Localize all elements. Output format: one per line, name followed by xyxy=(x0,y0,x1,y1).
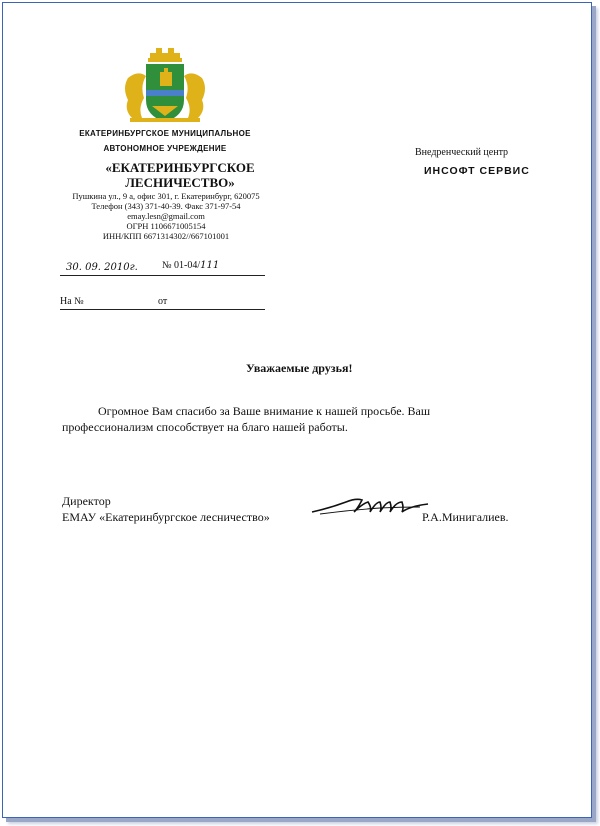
org-type-line-2: АВТОНОМНОЕ УЧРЕЖДЕНИЕ xyxy=(103,144,227,153)
org-type-line-1: ЕКАТЕРИНБУРГСКОЕ МУНИЦИПАЛЬНОЕ xyxy=(79,129,251,138)
org-name-line-2: ЛЕСНИЧЕСТВО» xyxy=(125,175,235,190)
outgoing-number-prefix: № 01-04/ xyxy=(162,260,201,271)
org-name-line-1: «ЕКАТЕРИНБУРГСКОЕ xyxy=(105,160,255,175)
recipient-line-2: ИНСОФТ СЕРВИС xyxy=(424,165,530,177)
handwritten-signature xyxy=(310,490,430,520)
reply-number-label: На № xyxy=(60,296,84,307)
address: Пушкина ул., 9 а, офис 301, г. Екатеринбург, 620075 xyxy=(72,191,260,201)
signatory-name: Р.А.Минигалиев. xyxy=(422,510,509,524)
coat-of-arms-emblem xyxy=(120,48,210,124)
body-line-2: профессионализм способствует на благо нашей работы. xyxy=(62,420,348,434)
email: emay.lesn@gmail.com xyxy=(127,211,205,221)
reply-from-label: от xyxy=(158,296,168,307)
inn-kpp: ИНН/КПП 6671314302//667101001 xyxy=(102,231,230,241)
ogrn: ОГРН 1106671005154 xyxy=(126,221,206,231)
date-number-rule xyxy=(60,275,265,276)
outgoing-number xyxy=(162,260,219,271)
outgoing-number-handwritten: 111 xyxy=(200,260,220,271)
recipient-line-1: Внедренческий центр xyxy=(415,147,509,158)
body-line-1: Огромное Вам спасибо за Ваше внимание к нашей просьбе. Ваш xyxy=(98,404,431,418)
signatory-title-2: ЕМАУ «Екатеринбургское лесничество» xyxy=(62,510,270,524)
letter-date: 30. 09. 2010г. xyxy=(66,262,138,273)
signatory-title-1: Директор xyxy=(62,494,111,508)
greeting: Уважаемые друзья! xyxy=(246,361,353,375)
phone-fax: Телефон (343) 371-40-39. Факс 371-97-54 xyxy=(91,201,241,211)
reply-rule xyxy=(60,309,265,310)
